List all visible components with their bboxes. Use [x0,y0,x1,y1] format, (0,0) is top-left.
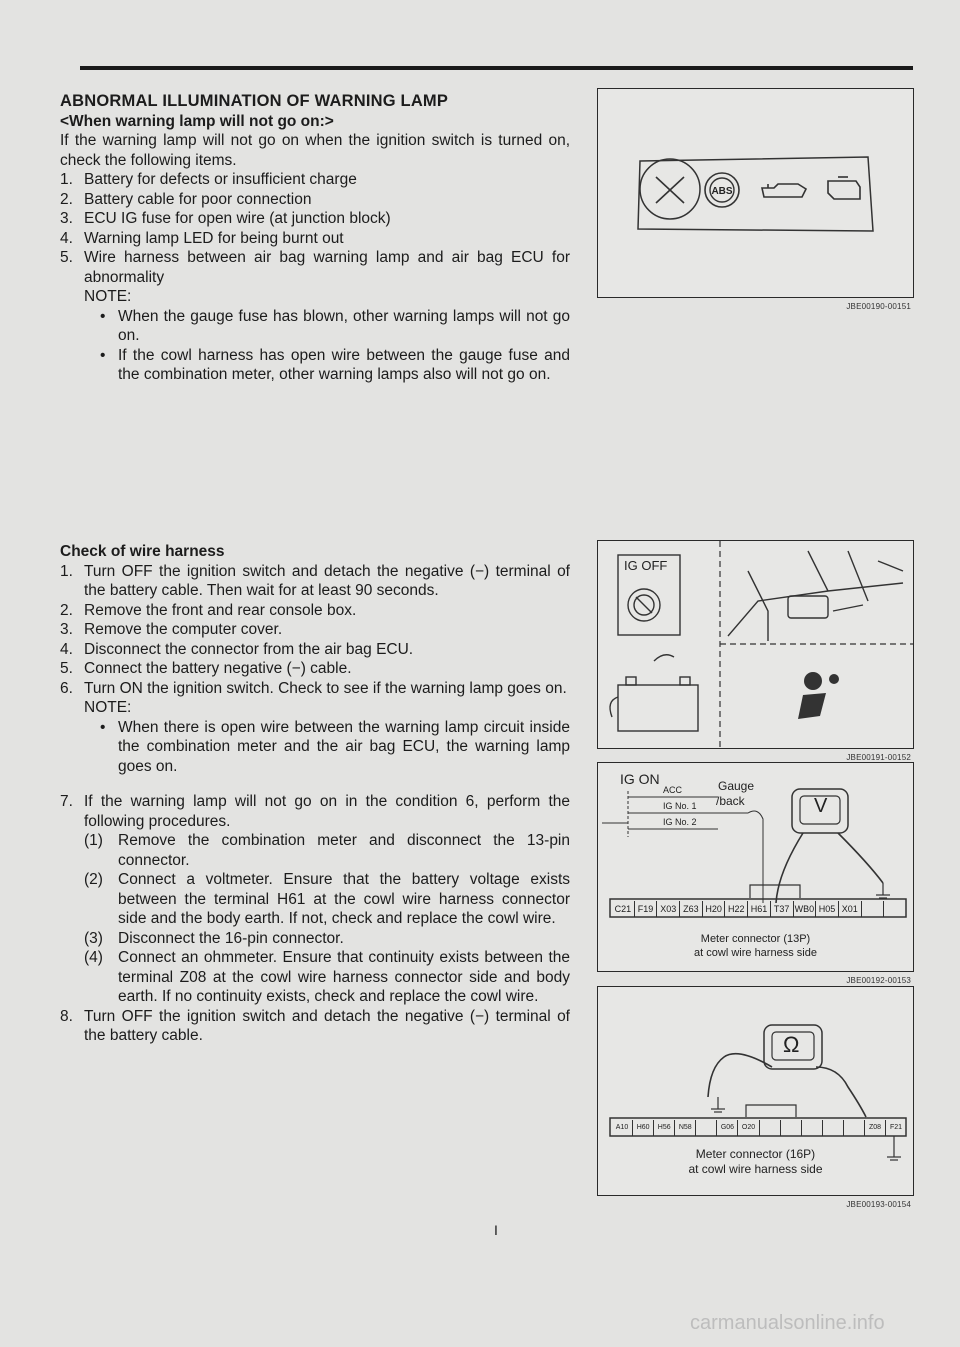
watermark: carmanualsonline.info [690,1312,885,1334]
note-label: NOTE: [84,699,132,716]
list-item [60,620,570,640]
item-text: Connect the battery negative (−) cable. [84,660,352,677]
sub-item [84,831,570,870]
note-item: • If the cowl harness has open wire between the gauge fuse and the combination meter, other warning lamps also will not go on. [118,346,570,385]
list-item [60,562,570,601]
list-item [60,170,570,190]
item-text: Disconnect the 16-pin connector. [118,929,344,947]
gauge-label: Gauge [718,779,755,793]
figure-code: JBE00192-00153 [846,976,911,985]
item-number: 8. [60,1007,73,1025]
item-number: 5. [60,249,73,266]
test-leads [776,833,883,903]
connector-pin: A10 [612,1120,633,1136]
connector-pin: H56 [654,1120,675,1136]
item-number: 5. [60,660,73,677]
item-number: 6. [60,679,73,697]
oil-pressure-icon [762,184,806,197]
sub-item [84,870,570,929]
item-text: Remove the combination meter and disconnect the 13-pin connector. [118,832,570,869]
item-text: Warning lamp LED for being burnt out [84,229,344,247]
note-list [60,718,570,777]
connector-pin: T37 [771,901,794,917]
connector-pin: C21 [612,901,635,917]
figure-ohmmeter-check [597,986,914,1209]
list-item [60,209,570,229]
procedure-list [60,562,570,699]
connector-pin: H20 [703,901,726,917]
item-text: Remove the computer cover. [84,621,283,638]
list-item [60,792,570,831]
list-item [60,601,570,621]
item-text: Connect a voltmeter. Ensure that the battery voltage exists between the terminal H61 at the cowl wire harness connector side and the body earth. If not, check and replace the cowl wire. [118,871,570,927]
item-number: (3) [84,929,103,947]
item-number: 3. [60,210,73,227]
list-item [60,229,570,249]
list-item [60,679,570,699]
connector-pin [823,1120,844,1136]
connector-pin: N58 [675,1120,696,1136]
check-engine-icon [828,177,860,199]
svg-text:ABS: ABS [711,186,733,197]
page-number: I [494,1222,498,1238]
ground-symbol-icon [711,1097,725,1112]
ground-symbol-icon [876,883,890,898]
item-number: 3. [60,621,73,638]
item-text: Turn OFF the ignition switch and detach the negative (−) terminal of the battery cable. [84,1007,570,1044]
item-text: Disconnect the connector from the air bag ECU. [84,640,414,658]
item-text: Remove the front and rear console box. [84,601,357,619]
item-number: 4. [60,640,73,658]
list-item [60,190,570,210]
item-text: Connect an ohmmeter. Ensure that continuity exists between the terminal Z08 at the cowl wire harness connector side and body earth. If no continuity exists, check and replace the cowl wire. [118,949,570,1005]
acc-label: ACC [663,785,683,795]
connector-caption-line2: at cowl wire harness side [694,947,817,959]
connector-pin [844,1120,865,1136]
figure-code: JBE00190-00151 [846,302,911,311]
sub-procedure-list [60,831,570,1007]
section-subtitle: <When warning lamp will not go on:> [60,112,334,130]
connector-pin [696,1120,717,1136]
list-item [60,659,570,679]
procedure-list-continued [60,792,570,831]
warning-lamp-panel [598,89,913,297]
connector-pin [760,1120,781,1136]
figure-code: JBE00193-00154 [846,1200,911,1209]
figure-voltmeter-check [597,762,914,985]
list-item [60,640,570,660]
ign1-label: IG No. 1 [663,801,697,811]
sub-item [84,929,570,949]
back-label: /back [716,794,745,808]
section-abnormal-illumination [60,92,570,385]
connector-pin [884,901,906,917]
list-item [60,248,570,287]
item-text: Wire harness between air bag warning lamp and air bag ECU for abnormality [84,249,570,286]
check-list [60,170,570,287]
airbag-person-icon [798,672,839,719]
item-number: (4) [84,949,103,966]
figure-warning-lamps [597,88,914,311]
note-item: • When the gauge fuse has blown, other warning lamps will not go on. [118,307,570,346]
connector-pin [802,1120,823,1136]
ignition-key-icon [628,589,660,621]
connector-pin: X03 [657,901,680,917]
ig-on-label: IG ON [620,771,660,787]
procedure-list-final [60,1007,570,1046]
connector-pin: H60 [633,1120,654,1136]
note-item: • When there is open wire between the warning lamp circuit inside the combination meter and the air bag ECU, the warning lamp goes on. [118,718,570,777]
connector-pin: F19 [635,901,658,917]
connector-pin: H61 [748,901,771,917]
sub-item [84,948,570,1007]
connector-pin: F21 [890,1124,903,1131]
item-text: If the warning lamp will not go on in the condition 6, perform the following procedures. [84,793,570,830]
item-number: (2) [84,871,103,888]
section-title: ABNORMAL ILLUMINATION OF WARNING LAMP [60,92,449,110]
connector-pin [862,901,885,917]
connector-16p-pins [612,1120,906,1136]
airbag-person-icon [656,177,684,203]
item-text: Turn ON the ignition switch. Check to see if the warning lamp goes on. [84,679,567,697]
battery-icon [610,655,698,731]
top-rule [80,66,913,70]
item-text: ECU IG fuse for open wire (at junction block) [84,210,391,227]
voltmeter-symbol: V [814,795,828,817]
connector-pin: Z08 [865,1120,886,1136]
item-number: 4. [60,229,73,247]
section-title: Check of wire harness [60,543,225,560]
item-text: Turn OFF the ignition switch and detach the negative (−) terminal of the battery cable. Then wait for at least 90 seconds. [84,562,570,599]
item-text: Battery for defects or insufficient charge [84,171,357,188]
connector-pin: H05 [816,901,839,917]
item-number: (1) [84,832,103,849]
test-leads [708,1054,866,1117]
connector-pin: G06 [717,1120,738,1136]
item-number: 2. [60,601,73,619]
figure-ignition-battery [597,540,914,762]
ohmmeter-symbol: Ω [783,1032,800,1057]
connector-pin: O20 [738,1120,759,1136]
item-number: 7. [60,793,73,810]
connector-13p-pins [612,901,906,917]
list-item [60,1007,570,1046]
item-text: Battery cable for poor connection [84,190,312,208]
note-label: NOTE: [84,288,132,305]
connector-pin: H22 [725,901,748,917]
connector-pin [781,1120,802,1136]
section-check-wire-harness [60,542,570,1046]
note-list [60,307,570,385]
connector-pin: WB0 [794,901,817,917]
connector-caption-line1: Meter connector (13P) [700,933,811,945]
connector-pin: X01 [839,901,862,917]
connector-pin: Z63 [680,901,703,917]
abs-icon [705,173,739,207]
item-number: 1. [60,562,73,580]
ign2-label: IG No. 2 [663,817,697,827]
ig-off-label: IG OFF [624,558,668,573]
console-illustration-icon [728,551,903,641]
item-number: 2. [60,190,73,208]
item-number: 1. [60,171,73,188]
figure-code: JBE00191-00152 [846,753,911,762]
intro-paragraph: If the warning lamp will not go on when the ignition switch is turned on, check the following items. [60,132,570,169]
connector-caption-line1: Meter connector (16P) [695,1147,816,1161]
connector-caption-line2: at cowl wire harness side [688,1162,823,1176]
